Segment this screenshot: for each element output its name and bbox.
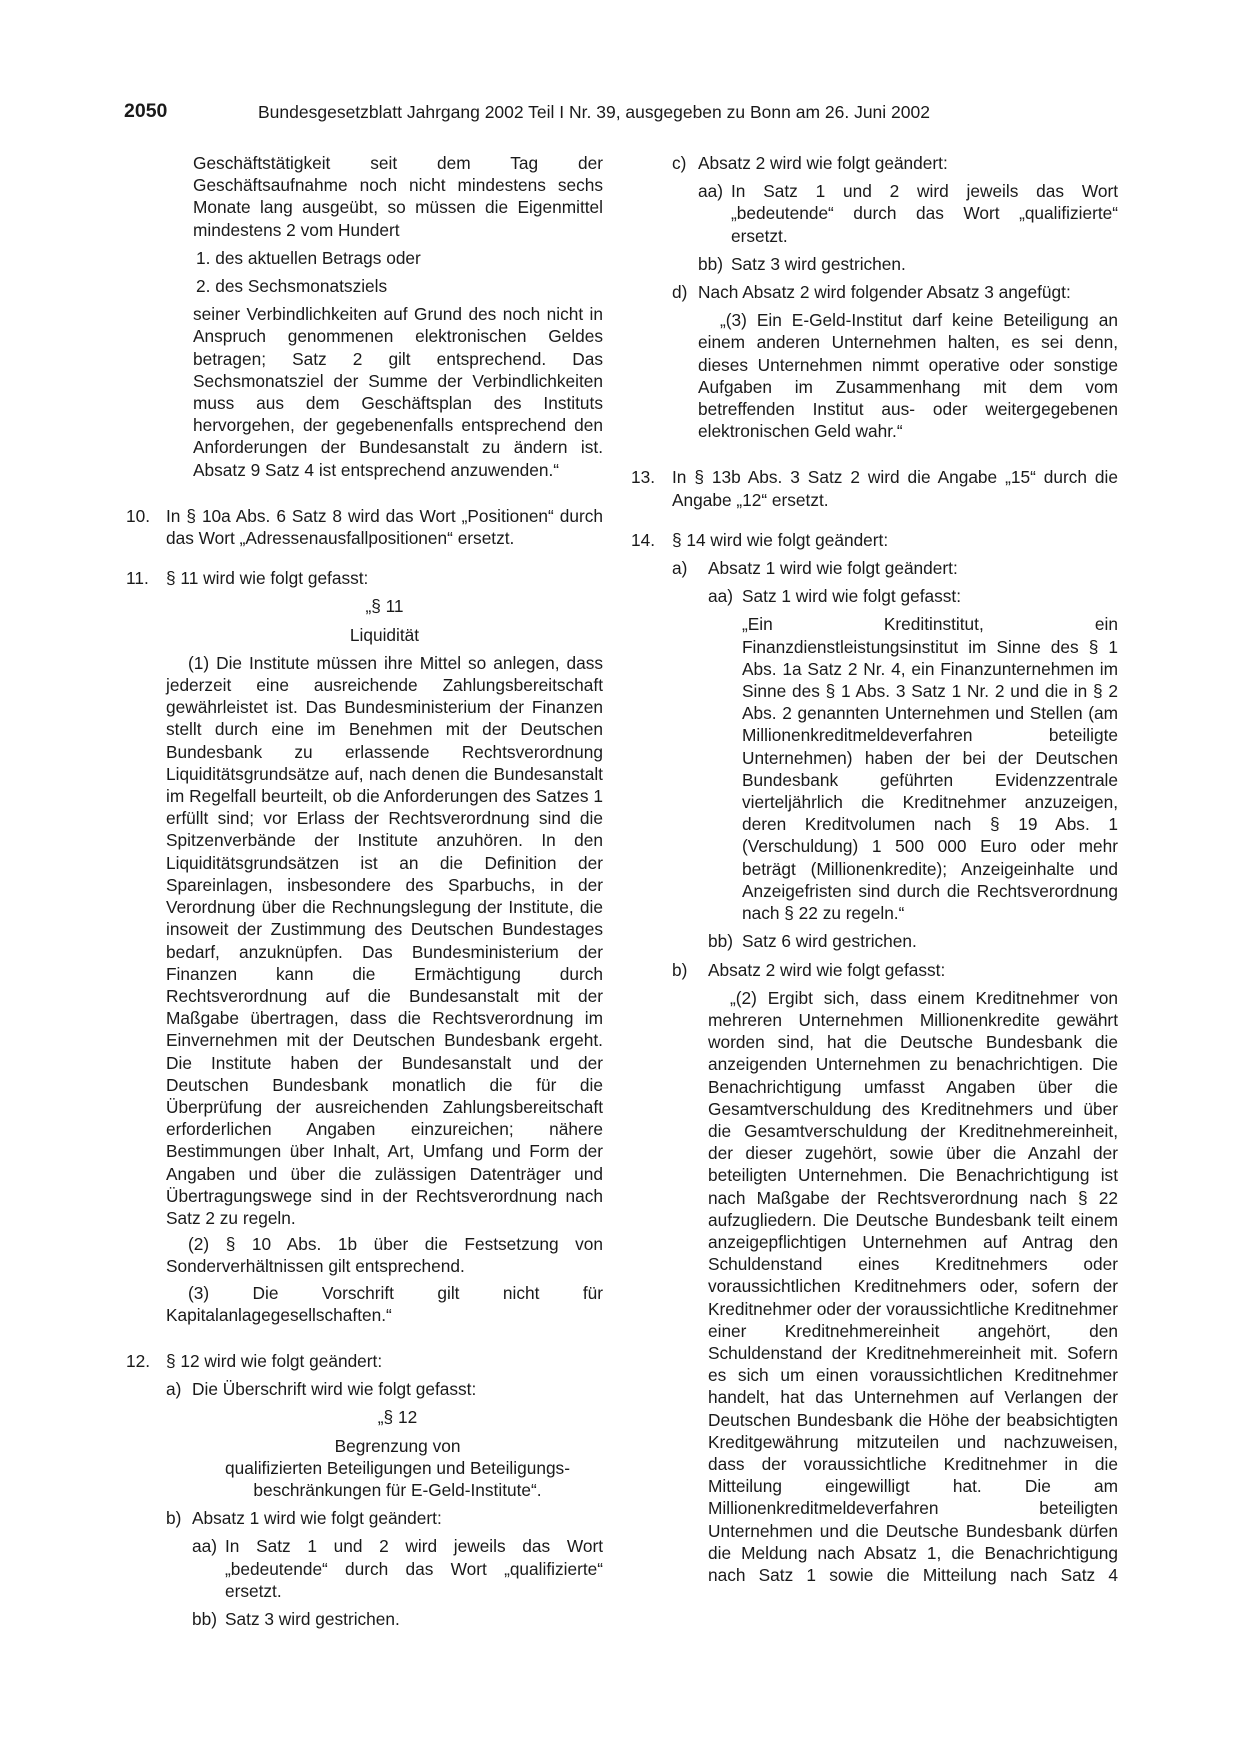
- left-column: [120, 152, 603, 1636]
- sub-item-label: a): [166, 1379, 182, 1400]
- sub-sub-item-aa: [698, 180, 1118, 247]
- quoted-paragraph: „(2) Ergibt sich, dass einem Kreditnehmer von mehreren Unternehmen Millionenkredite gewährt worden sind, hat die Deutsche Bundesbank die anzeigenden Unternehmen zu benachrichtigen. Die Benachrichtigung umfasst Angaben über die Gesamtverschuldung des Kreditnehmers und über die Gesamtverschuldung der Kreditnehmereinheit, der dieser zugehört, sowie über die Anzahl der beteiligten Unternehmen. Die Benachrichtigung ist nach Maßgabe der Rechtsverordnung nach § 22 aufzugliedern. Die Deutsche Bundesbank teilt einem anzeigepflichtigen Unternehmen auf Antrag den Schuldenstand eines Kreditnehmers oder voraussichtlichen Kreditnehmers oder, sofern der Kreditnehmer oder der voraussichtliche Kreditnehmer einer Kreditnehmereinheit angehört, den Schuldenstand der Kreditnehmereinheit mit. Sofern es sich um einen voraussichtlichen Kreditnehmer handelt, hat das Unternehmen auf Verlangen der Deutschen Bundesbank die Höhe der beabsichtigten Kreditgewährung mitzuteilen und nachzuweisen, dass der voraussichtliche Kreditnehmer in die Mitteilung eingewilligt hat. Die am Millionenkreditmeldeverfahren beteiligten Unternehmen und die Deutsche Bundesbank dürfen die Meldung nach Absatz 1, die Benachrichtigung nach Satz 1 sowie die Mitteilung nach Satz 4: [708, 987, 1118, 1585]
- sub-item-text: Absatz 2 wird wie folgt geändert:: [698, 153, 948, 173]
- sub-item-label: bb): [708, 931, 733, 952]
- quoted-paragraph: „Ein Kreditinstitut, ein Finanzdienstleistungsinstitut im Sinne des § 1 Abs. 1a Satz 2 Nr. 4, ein Finanzunternehmen im Sinne des § 1 Abs. 3 Satz 1 Nr. 2 und die in § 2 Abs. 2 genannten Unternehmen und Stellen (am Millionenkreditmeldeverfahren beteiligte Unternehmen) haben der bei der Deutschen Bundesbank geführten Evidenzzentrale vierteljährlich die Kreditnehmer anzuzeigen, deren Kreditvolumen nach § 19 Abs. 1 (Verschuldung) 1 500 000 Euro oder mehr beträgt (Millionenkredite); Anzeigeinhalte und Anzeigefristen sind durch die Rechtsverordnung nach § 22 zu regeln.“: [742, 614, 1118, 924]
- sub-item-text: Die Überschrift wird wie folgt gefasst:: [192, 1379, 477, 1400]
- item-number: 13.: [630, 467, 655, 488]
- continuation-paragraph: seiner Verbindlichkeiten auf Grund des noch nicht in Anspruch genommenen elektronischen Geldes betragen; Satz 2 gilt entsprechend. Das Sechsmonatsziel der Summe der Verbindlichkeiten muss aus dem Geschäftsplan des Instituts hervorgehen, der gegebenenfalls entsprechend den Anforderungen der Bundesanstalt zu ändern ist. Absatz 9 Satz 4 ist entsprechend anzuwenden.“: [193, 304, 603, 480]
- sub-sub-item-bb: [698, 253, 1118, 275]
- sub-item-label: bb): [192, 1608, 217, 1629]
- sub-item-label: aa): [192, 1536, 217, 1557]
- sub-item-text: Satz 6 wird gestrichen.: [742, 931, 917, 952]
- sub-sub-item-aa: [708, 585, 1118, 607]
- item-text: In § 10a Abs. 6 Satz 8 wird das Wort „Positionen“ durch das Wort „Adressenausfallpositionen“ ersetzt.: [166, 505, 603, 549]
- sub-item-label: d): [672, 282, 688, 303]
- item-text: § 12 wird wie folgt geändert:: [166, 1350, 383, 1371]
- item-text: In § 13b Abs. 3 Satz 2 wird die Angabe „15“ durch die Angabe „12“ ersetzt.: [672, 467, 1118, 510]
- sub-sub-item-bb: [192, 1608, 603, 1630]
- amendment-item-10: [120, 505, 603, 549]
- sub-item-text: Satz 1 wird wie folgt gefasst:: [742, 586, 961, 607]
- sub-item-text: Satz 3 wird gestrichen.: [731, 253, 906, 274]
- sub-item-label: a): [672, 558, 688, 579]
- sub-item-text: Nach Absatz 2 wird folgender Absatz 3 angefügt:: [698, 282, 1071, 303]
- amendment-item-14: [625, 529, 1118, 551]
- section-title-line: beschränkungen für E-Geld-Institute“.: [253, 1479, 542, 1500]
- section-title-line: qualifizierten Beteiligungen und Beteiligungs-: [225, 1457, 570, 1478]
- sub-item-label: aa): [708, 586, 733, 607]
- item-text: § 14 wird wie folgt geändert:: [672, 529, 889, 550]
- item-number: 14.: [630, 529, 655, 550]
- sub-item-text: Absatz 1 wird wie folgt geändert:: [192, 1508, 442, 1529]
- sub-item-text: Absatz 1 wird wie folgt geändert:: [708, 558, 958, 579]
- running-header: Bundesgesetzblatt Jahrgang 2002 Teil I Nr. 39, ausgegeben zu Bonn am 26. Juni 2002: [258, 102, 930, 122]
- sub-item-b: [166, 1507, 603, 1529]
- right-column: [625, 152, 1118, 1592]
- sub-sub-item-bb: [708, 930, 1118, 952]
- sub-item-a: [672, 557, 1118, 579]
- sub-item-d: [672, 281, 1118, 303]
- paragraph: (1) Die Institute müssen ihre Mittel so anlegen, dass jederzeit eine ausreichende Zahlungsbereitschaft gewährleistet ist. Das Bundesministerium der Finanzen stellt durch eine im Benehmen mit der Deutschen Bundesbank zu erlassende Rechtsverordnung Liquiditätsgrundsätze auf, nach denen die Bundesanstalt im Regelfall beurteilt, ob die Anforderungen des Satzes 1 erfüllt sind; vor Erlass der Rechtsverordnung sind die Spitzenverbände der Institute anzuhören. In den Liquiditätsgrundsätzen ist an die Definition der Spareinlagen, insbesondere des Sparbuchs, in der Verordnung über die Rechnungslegung der Institute, die insoweit der Zustimmung des Deutschen Bundestages bedarf, anzuknüpfen. Das Bundesministerium der Finanzen kann die Ermächtigung durch Rechtsverordnung auf die Bundesanstalt mit der Maßgabe übertragen, dass die Rechtsverordnung im Einvernehmen mit der Deutschen Bundesbank ergeht. Die Institute haben der Bundesanstalt und der Deutschen Bundesbank monatlich die für die Überprüfung der ausreichenden Zahlungsbereitschaft erforderlichen Angaben einzureichen; nähere Bestimmungen über Inhalt, Art, Umfang und Form der Angaben und über die zulässigen Datenträger und Übertragungswege sind in der Rechtsverordnung nach Satz 2 zu regeln.: [166, 652, 603, 1228]
- sub-item-text: In Satz 1 und 2 wird jeweils das Wort „bedeutende“ durch das Wort „qualifizierte“ ersetzt.: [225, 1536, 603, 1601]
- item-text: § 11 wird wie folgt gefasst:: [166, 568, 369, 589]
- amendment-item-11: [120, 567, 603, 589]
- sub-item-text: Absatz 2 wird wie folgt gefasst:: [708, 959, 946, 980]
- list-item: 1. des aktuellen Betrags oder: [196, 247, 421, 268]
- sub-item-b: [672, 959, 1118, 981]
- sub-item-label: b): [672, 959, 688, 980]
- continuation-paragraph: Geschäftstätigkeit seit dem Tag der Geschäftsaufnahme noch nicht mindestens sechs Monate lang ausgeübt, so müssen die Eigenmittel mindestens 2 vom Hundert: [193, 153, 603, 240]
- item-number: 11.: [126, 568, 149, 589]
- section-title: Liquidität: [349, 624, 420, 645]
- sub-item-a: [166, 1378, 603, 1400]
- item-number: 12.: [126, 1350, 151, 1371]
- section-heading: „§ 11: [365, 596, 404, 617]
- sub-item-c: [672, 152, 1118, 174]
- item-number: 10.: [126, 505, 151, 526]
- quoted-paragraph: „(3) Ein E-Geld-Institut darf keine Beteiligung an einem anderen Unternehmen halten, es sei denn, dieses Unternehmen nimmt operative oder sonstige Aufgaben im Zusammenhang mit dem vom betreffenden Institut aus- oder weitergegebenen elektronischen Geld wahr.“: [698, 310, 1118, 442]
- sub-sub-item-aa: [192, 1535, 603, 1602]
- sub-item-text: In Satz 1 und 2 wird jeweils das Wort „bedeutende“ durch das Wort „qualifizierte“ ersetzt.: [731, 181, 1118, 246]
- amendment-item-13: [625, 466, 1118, 510]
- paragraph: (3) Die Vorschrift gilt nicht für Kapitalanlagegesellschaften.“: [166, 1282, 603, 1325]
- paragraph: (2) § 10 Abs. 1b über die Festsetzung von Sonderverhältnissen gilt entsprechend.: [166, 1234, 603, 1277]
- sub-item-label: b): [166, 1508, 182, 1529]
- page-number: 2050: [124, 100, 168, 122]
- page-header: [0, 100, 1240, 126]
- sub-item-label: bb): [698, 253, 723, 274]
- amendment-item-12: [120, 1350, 603, 1372]
- sub-item-text: Satz 3 wird gestrichen.: [225, 1608, 400, 1629]
- sub-item-label: aa): [698, 181, 723, 202]
- list-item: 2. des Sechsmonatsziels: [196, 276, 388, 297]
- sub-item-label: c): [672, 153, 687, 173]
- section-heading: „§ 12: [377, 1407, 418, 1428]
- section-title-line: Begrenzung von: [334, 1435, 461, 1456]
